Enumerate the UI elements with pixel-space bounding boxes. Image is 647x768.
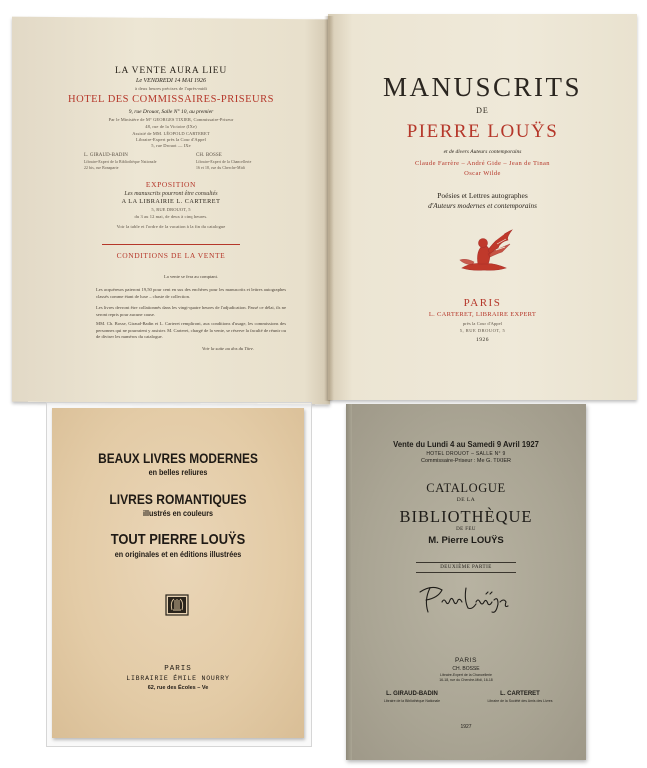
- open-catalogue: [12, 8, 637, 403]
- expert-left-address: 22 bis, rue Bonaparte: [84, 166, 119, 170]
- cover-owner: M. Pierre LOUŸS: [428, 535, 504, 546]
- imprint-year: 1926: [476, 337, 489, 343]
- cover-subtitle-1: en belles reliures: [148, 468, 208, 477]
- exposition-line-3: 5, RUE DROUOT, 5: [151, 207, 191, 212]
- imprint-bosse-detail: Libraire-Expert de la Chancellerie: [440, 673, 492, 677]
- cover-title-1: BEAUX LIVRES MODERNES: [98, 451, 258, 466]
- catalogue-title: MANUSCRITS: [382, 72, 583, 102]
- conditions-paragraph-3: Les livres devront être collationnés dans les vingt-quatre heures de l'adjudication. Passé ce délai, ils ne seront repris pour aucune cause.: [96, 305, 286, 317]
- expert-left-detail: Libraire-Expert de la Bibliothèque Nationale: [84, 160, 157, 164]
- imprint-city: PARIS: [463, 297, 502, 309]
- cover-bibliotheque: BIBLIOTHÈQUE: [399, 507, 533, 526]
- cover-de-feu: DE FEU: [456, 527, 476, 532]
- assistant-detail: Libraire-Expert près la Cour d'Appel: [136, 137, 206, 142]
- sale-title: LA VENTE AURA LIEU: [114, 66, 228, 76]
- assistant-line: Assisté de MM. LÉOPOLD CARTERET: [132, 131, 210, 136]
- nourry-cover: [52, 408, 304, 738]
- hotel-heading: HOTEL DES COMMISSAIRES-PRISEURS: [68, 94, 274, 105]
- expert-right: [196, 153, 251, 171]
- subtitle-auteurs: d'Auteurs modernes et contemporains: [428, 202, 537, 210]
- imprint-bosse: CH. BOSSE: [452, 666, 480, 672]
- imprint-city: PARIS: [164, 665, 192, 673]
- exposition-heading: EXPOSITION: [145, 180, 197, 189]
- expert-carteret-detail: Libraire de la Société des Amis des Livres: [487, 699, 553, 703]
- other-authors-line-2: Oscar Wilde: [464, 170, 501, 177]
- imprint-library: LIBRAIRIE ÉMILE NOURRY: [126, 675, 230, 682]
- expert-left: [84, 153, 157, 171]
- pierre-louys-signature-icon: [412, 582, 522, 616]
- imprint-publisher: L. CARTERET, LIBRAIRE EXPERT: [428, 311, 537, 318]
- sale-date: Le VENDREDI 14 MAI 1926: [136, 78, 206, 84]
- expert-right-name: CH. BOSSE: [196, 153, 222, 158]
- conditions-paragraph-2: Les acquéreurs paieront 19,50 pour cent en sus des enchères pour les manuscrits et lettres autographes classés comme étant de luxe – chaste de collection.: [96, 287, 286, 299]
- red-divider: [102, 244, 240, 245]
- exposition-line-4: du 3 au 12 mai, de deux à cinq heures.: [134, 214, 208, 219]
- cover-part: DEUXIÈME PARTIE: [440, 565, 492, 570]
- other-authors-intro: et de divers Auteurs contemporains: [443, 149, 522, 155]
- bibliotheque-catalogue: [346, 404, 586, 760]
- expert-giraud-detail: Libraire de la Bibliothèque Nationale: [383, 699, 441, 703]
- expert-carteret: [470, 691, 570, 703]
- sale-dates: Vente du Lundi 4 au Samedi 9 Avril 1927: [393, 439, 539, 449]
- title-de: DE: [476, 106, 489, 115]
- sale-address: 9, rue Drouot, Salle N° 10, au premier: [128, 109, 214, 115]
- imprint-bosse-address: 16-18, rue du Cherche-Midi, 16-18: [439, 678, 493, 682]
- sale-venue: HOTEL DROUOT – SALLE N° 9: [426, 451, 506, 457]
- sphinx-emblem-icon: [452, 224, 516, 274]
- cover-title-2: LIVRES ROMANTIQUES: [109, 491, 247, 507]
- expert-right-address: 16 et 18, rue du Cherche-Midi: [196, 166, 245, 170]
- other-authors-line-1: Claude Farrère – André Gide – Jean de Tinan: [415, 160, 550, 167]
- lyre-ornament-icon: [165, 594, 189, 616]
- imprint-city: PARIS: [454, 657, 478, 664]
- conditions-paragraph-4: MM. Ch. Bosse, Giraud-Badin et L. Carteret rempliront, aux conditions d'usage, les commissions des personnes qui ne pourraient y assister. M. Carteret, chargé de la vente, se réserve la faculté de réunir ou de diviser les numéros du catalogue.: [96, 321, 286, 340]
- auctioneer-line: Par le Ministère de M° GEORGES TIXIER, Commissaire-Priseur: [108, 117, 234, 122]
- assistant-address: 5, rue Drouot — IXe: [151, 143, 191, 148]
- cover-title-3: TOUT PIERRE LOUŸS: [110, 531, 246, 548]
- expert-right-detail: Libraire-Expert de la Chancellerie: [196, 160, 252, 164]
- nourry-catalogue: [52, 408, 310, 743]
- cover-rule-bottom: [416, 572, 516, 573]
- expert-giraud-name: L. GIRAUD-BADIN: [386, 691, 438, 697]
- conditions-heading: CONDITIONS DE LA VENTE: [116, 251, 226, 260]
- imprint-court: près la Cour d'Appel: [462, 321, 503, 326]
- auctioneer: Commissaire-Priseur : Me G. TIXIER: [420, 458, 512, 464]
- exposition-line-1: Les manuscrits pourront être consultés: [124, 191, 218, 197]
- imprint-year: 1927: [460, 724, 472, 730]
- catalogue-author: PIERRE LOUŸS: [406, 121, 559, 142]
- cover-rule-top: [416, 562, 516, 563]
- expert-carteret-name: L. CARTERET: [500, 691, 540, 697]
- expert-left-name: L. GIRAUD-BADIN: [84, 153, 128, 158]
- cover-subtitle-3: en originales et en éditions illustrées: [114, 550, 242, 559]
- auctioneer-address: 48, rue de la Victoire (IXe): [145, 124, 197, 129]
- exposition-line-5: Voir la table et l'ordre de la vacation à la fin du catalogue: [116, 224, 226, 229]
- imprint-address: 5, RUE DROUOT, 5: [459, 328, 506, 333]
- sale-hour: à deux heures précises de l'après-midi: [135, 86, 207, 91]
- conditions-paragraph-5: Voir la suite au dos du Titre.: [202, 346, 255, 351]
- exposition-line-2: A LA LIBRAIRIE L. CARTERET: [121, 198, 221, 205]
- imprint-address: 62, rue des Écoles – Ve: [147, 685, 209, 691]
- conditions-paragraph-1: La vente se fera au comptant.: [163, 274, 219, 279]
- cover-catalogue: CATALOGUE: [426, 481, 506, 495]
- cover-subtitle-2: illustrés en couleurs: [142, 509, 214, 518]
- cover-de-la: DE LA: [456, 497, 476, 503]
- subtitle-poesies: Poésies et Lettres autographes: [437, 191, 528, 200]
- expert-giraud-badin: [362, 691, 462, 703]
